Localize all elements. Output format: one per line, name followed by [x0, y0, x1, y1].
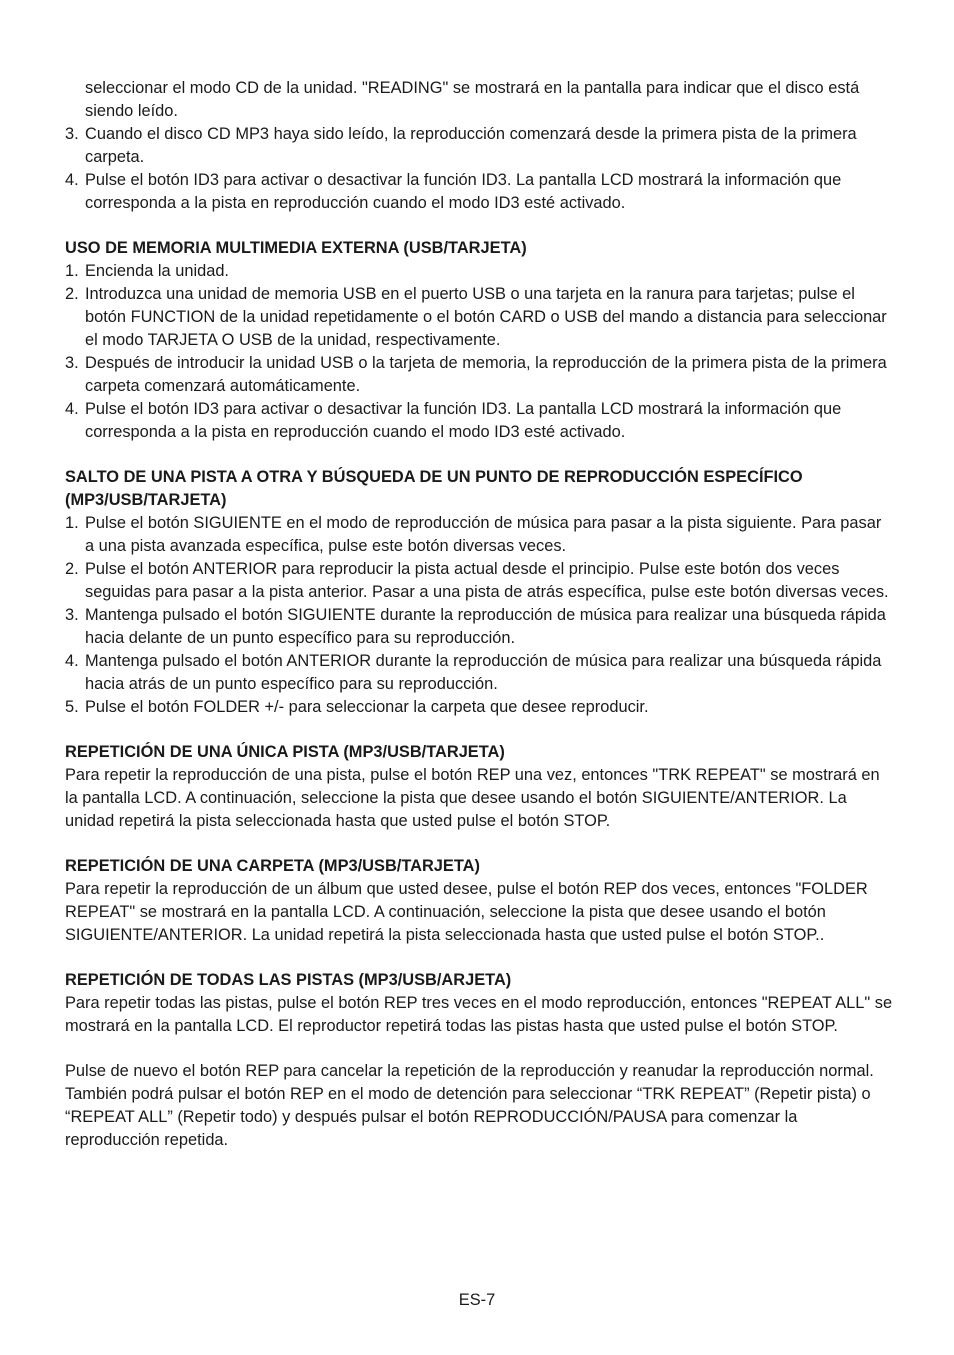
- section-heading-repeat-all: REPETICIÓN DE TODAS LAS PISTAS (MP3/USB/ARJETA): [65, 971, 512, 989]
- paragraph-cancel-repeat: Pulse de nuevo el botón REP para cancelar la repetición de la reproducción y reanudar la reproducción normal. También podrá pulsar el botón REP en el modo de detención para seleccionar “TRK REPEAT” (Repetir pista) o “REPEAT ALL” (Repetir todo) y después pulsar el botón REPRODUCCIÓN/PAUSA para comenzar la reproducción repetida.: [65, 1062, 874, 1149]
- list-item: 3. Después de introducir la unidad USB o la tarjeta de memoria, la reproducción de la primera pista de la primera carpeta comenzará automáticamente.: [65, 354, 887, 395]
- list-item: 4. Pulse el botón ID3 para activar o desactivar la función ID3. La pantalla LCD mostrará la información que corresponda a la pista en reproducción cuando el modo ID3 esté activado.: [65, 400, 842, 441]
- list-item: 4. Pulse el botón ID3 para activar o desactivar la función ID3. La pantalla LCD mostrará la información que corresponda a la pista en reproducción cuando el modo ID3 esté activado.: [65, 171, 842, 212]
- list-item: 2. Introduzca una unidad de memoria USB en el puerto USB o una tarjeta en la ranura para tarjetas; pulse el botón FUNCTION de la unidad repetidamente o el botón CARD o USB del mando a distancia para seleccionar el modo TARJETA O USB de la unidad, respectivamente.: [65, 285, 887, 349]
- page-content: [65, 77, 893, 1152]
- list-item: 1. Pulse el botón SIGUIENTE en el modo de reproducción de música para pasar a la pista siguiente. Para pasar a una pista avanzada específica, pulse este botón diversas veces.: [65, 514, 882, 555]
- spacer: [65, 1038, 893, 1060]
- list-item: 1. Encienda la unidad.: [65, 262, 229, 280]
- section-heading-repeat-single: REPETICIÓN DE UNA ÚNICA PISTA (MP3/USB/TARJETA): [65, 743, 505, 761]
- intro-continuation: seleccionar el modo CD de la unidad. "READING" se mostrará en la pantalla para indicar que el disco está siendo leído.: [85, 79, 860, 120]
- list-item: 5. Pulse el botón FOLDER +/- para seleccionar la carpeta que desee reproducir.: [65, 698, 649, 716]
- paragraph-repeat-folder: Para repetir la reproducción de un álbum que usted desee, pulse el botón REP dos veces, entonces "FOLDER REPEAT" se mostrará en la pantalla LCD. A continuación, seleccione la pista que desee usando el botón SIGUIENTE/ANTERIOR. La unidad repetirá la pista seleccionada hasta que usted pulse el botón STOP..: [65, 880, 868, 944]
- list-item: 2. Pulse el botón ANTERIOR para reproducir la pista actual desde el principio. Pulse este botón dos veces seguidas para pasar a la pista anterior. Pasar a una pista de atrás específica, pulse este botón diversas veces.: [65, 560, 889, 601]
- list-item: 3. Mantenga pulsado el botón SIGUIENTE durante la reproducción de música para realizar una búsqueda rápida hacia delante de un punto específico para su reproducción.: [65, 606, 886, 647]
- section-heading-skip: SALTO DE UNA PISTA A OTRA Y BÚSQUEDA DE UN PUNTO DE REPRODUCCIÓN ESPECÍFICO (MP3/USB/TARJETA): [65, 468, 803, 509]
- paragraph-repeat-single: Para repetir la reproducción de una pista, pulse el botón REP una vez, entonces "TRK REPEAT" se mostrará en la pantalla LCD. A continuación, seleccione la pista que desee usando el botón SIGUIENTE/ANTERIOR. La unidad repetirá la pista seleccionada hasta que usted pulse el botón STOP.: [65, 766, 880, 830]
- page-number: ES-7: [458, 1291, 496, 1309]
- list-item: 3. Cuando el disco CD MP3 haya sido leído, la reproducción comenzará desde la primera pista de la primera carpeta.: [65, 125, 857, 166]
- section-heading-usb: USO DE MEMORIA MULTIMEDIA EXTERNA (USB/TARJETA): [65, 239, 527, 257]
- section-heading-repeat-folder: REPETICIÓN DE UNA CARPETA (MP3/USB/TARJETA): [65, 857, 480, 875]
- paragraph-repeat-all: Para repetir todas las pistas, pulse el botón REP tres veces en el modo reproducción, entonces "REPEAT ALL" se mostrará en la pantalla LCD. El reproductor repetirá todas las pistas hasta que usted pulse el botón STOP.: [65, 994, 893, 1035]
- list-item: 4. Mantenga pulsado el botón ANTERIOR durante la reproducción de música para realizar una búsqueda rápida hacia atrás de un punto específico para su reproducción.: [65, 652, 882, 693]
